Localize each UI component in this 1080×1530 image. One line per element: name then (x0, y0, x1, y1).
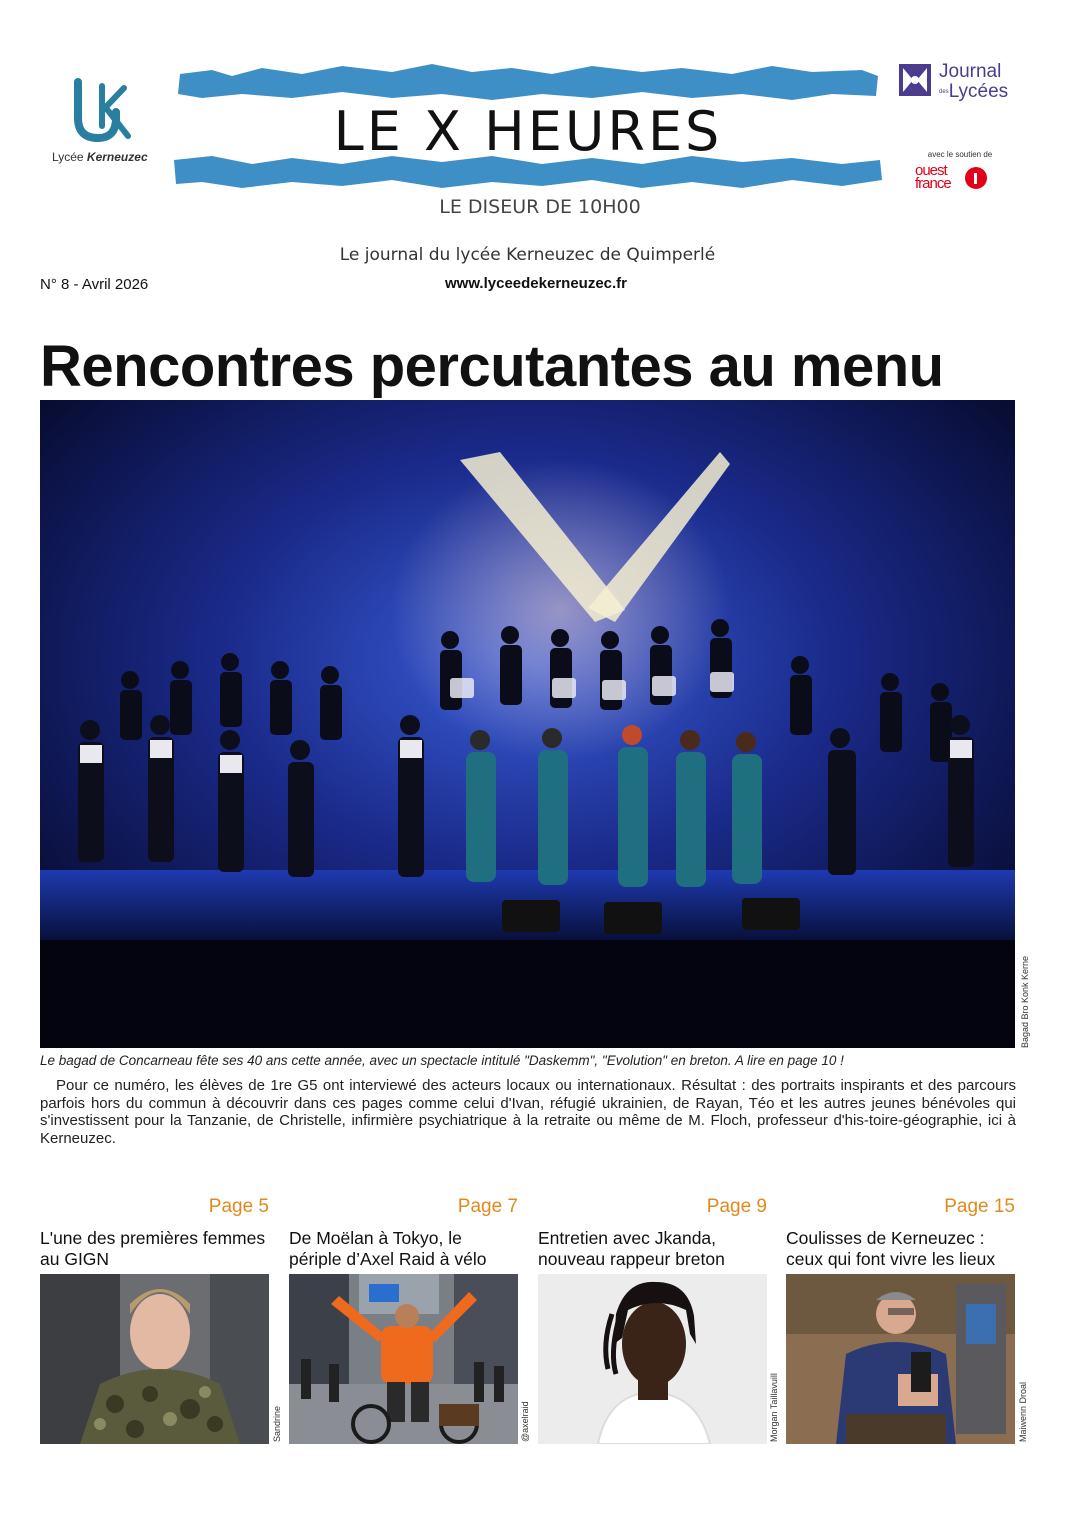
teaser-photo-credit: Maiwenn Droal (1018, 1381, 1028, 1442)
teaser-card[interactable] (538, 1196, 767, 1444)
teaser-page-ref[interactable]: Page 9 (706, 1196, 767, 1217)
teaser-page-ref[interactable]: Page 7 (457, 1196, 518, 1217)
school-logo (52, 78, 160, 170)
masthead (172, 60, 884, 200)
teaser-photo (786, 1274, 1015, 1444)
teaser-title-line1: Coulisses de Kerneuzec : (786, 1228, 985, 1248)
teaser-page-ref[interactable]: Page 5 (208, 1196, 269, 1217)
newspaper-subtitle: LE DISEUR DE 10H00 (439, 196, 641, 218)
school-logo-mark (72, 78, 132, 144)
teaser-title (786, 1228, 1015, 1274)
teaser-photo-credit: Sandrine (272, 1405, 282, 1442)
issue-number: N° 8 - Avril 2026 (40, 276, 149, 293)
school-name: Lycée Kerneuzec (52, 150, 148, 164)
newspaper-tagline: Le journal du lycée Kerneuzec de Quimperlé (339, 245, 716, 265)
teaser-card[interactable] (40, 1196, 269, 1444)
teaser-title-line1: De Moëlan à Tokyo, le (289, 1228, 462, 1248)
gign-portrait-image (40, 1274, 269, 1444)
tokyo-cyclist-image (289, 1274, 518, 1444)
teaser-title-line2: nouveau rappeur breton (538, 1249, 725, 1269)
teaser-photo (538, 1274, 767, 1444)
website-link[interactable]: www.lyceedekerneuzec.fr (444, 275, 628, 292)
workshop-portrait-image (786, 1274, 1015, 1444)
of-line2: france (915, 175, 951, 192)
teaser-photo (289, 1274, 518, 1444)
jdl-line1: Journal (939, 61, 1002, 82)
teaser-card[interactable] (289, 1196, 518, 1444)
teaser-title-line1: Entretien avec Jkanda, (538, 1228, 717, 1248)
ouest-france-logo (913, 164, 993, 194)
ouest-france-dot-icon (965, 167, 987, 189)
teaser-photo-credit: @axelraid (520, 1401, 530, 1442)
jdl-small: des (939, 89, 949, 95)
rapper-portrait-image (538, 1274, 767, 1444)
teaser-card[interactable] (786, 1196, 1015, 1444)
teaser-photo-credit: Morgan Taillavuill (769, 1373, 779, 1442)
newspaper-title: LE X HEURES (333, 100, 723, 163)
teaser-title (538, 1228, 767, 1274)
hero-photo (40, 400, 1015, 1048)
teaser-title (289, 1228, 518, 1274)
hero-photo-credit: Bagad Bro Konk Kerne (1020, 955, 1030, 1048)
teaser-page-ref[interactable]: Page 15 (944, 1196, 1015, 1217)
journal-des-lycees-logo (897, 62, 1017, 104)
teaser-title-line2: ceux qui font vivre les lieux (786, 1249, 996, 1269)
main-headline: Rencontres percutantes au menu (40, 334, 944, 399)
teaser-title-line2: au GIGN (40, 1249, 110, 1269)
hero-caption: Le bagad de Concarneau fête ses 40 ans cette année, avec un spectacle intitulé "Daskemm", "Evolution" en breton. A lire en page 10 ! (40, 1053, 844, 1068)
journal-des-lycees-icon (897, 62, 933, 98)
support-label: avec le soutien de (927, 150, 993, 159)
teaser-title-line1: L'une des premières femmes (40, 1228, 266, 1248)
teaser-photo (40, 1274, 269, 1444)
teaser-title (40, 1228, 269, 1274)
teaser-title-line2: périple d’Axel Raid à vélo (289, 1249, 487, 1269)
intro-paragraph: Pour ce numéro, les élèves de 1re G5 ont interviewé des acteurs locaux ou internationaux. Résultat : des portraits inspirants et des parcours parfois hors du commun à découvrir dans ces pages comme celui d'Ivan, réfugié ukrainien, de Rayan, Téo et les autres jeunes bénévoles qui s'investissent pour la Tanzanie, de Christelle, infirmière psychiatrique à la retraite ou même de M. Floch, professeur d'his-toire-géographie, ici à Kerneuzec. (40, 1077, 1016, 1147)
of-line1: ouest (915, 162, 947, 179)
concert-stage-image (40, 400, 1015, 1048)
jdl-line2: Lycées (948, 81, 1009, 103)
